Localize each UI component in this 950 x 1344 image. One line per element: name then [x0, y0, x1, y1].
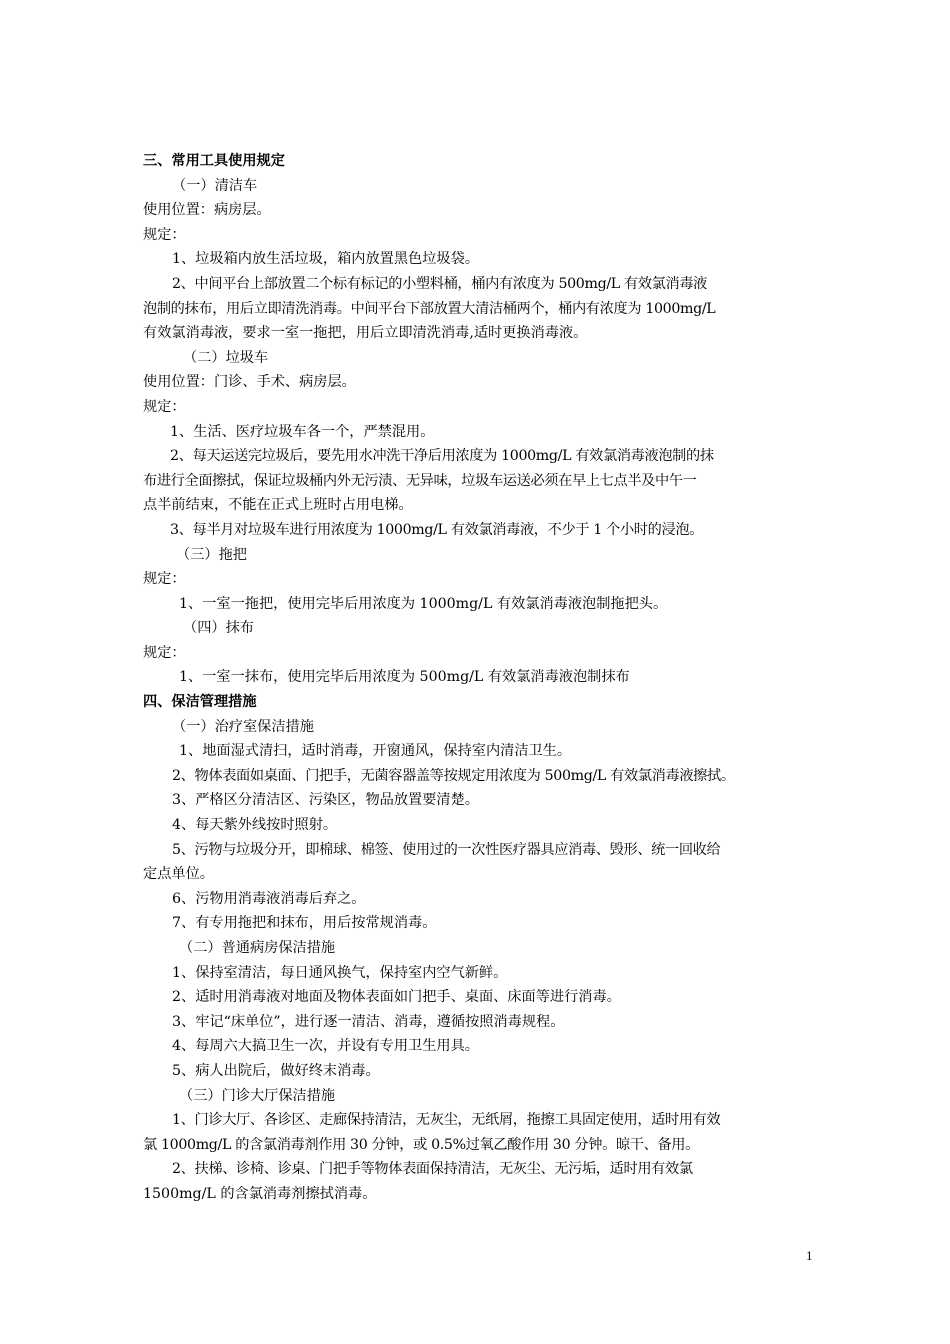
- list-item: 2、中间平台上部放置二个标有标记的小塑料桶，桶内有浓度为 500mg/L 有效氯消毒液: [172, 275, 708, 292]
- subheading-cloth: （四）抹布: [183, 620, 254, 637]
- paragraph-line: 氯 1000mg/L 的含氯消毒剂作用 30 分钟，或 0.5%过氧乙酸作用 30 分钟。晾干、备用。: [143, 1136, 699, 1153]
- subheading-treatment-room: （一）治疗室保洁措施: [172, 718, 314, 735]
- list-item: 1、地面湿式清扫，适时消毒，开窗通风，保持室内清洁卫生。: [179, 743, 572, 760]
- list-item: 4、每周六大搞卫生一次，并设有专用卫生用具。: [172, 1038, 479, 1055]
- list-item: 1、一室一抹布，使用完毕后用浓度为 500mg/L 有效氯消毒液泡制抹布: [179, 669, 630, 686]
- list-item: 1、垃圾箱内放生活垃圾，箱内放置黑色垃圾袋。: [172, 251, 479, 268]
- subheading-outpatient-hall: （三）门诊大厅保洁措施: [179, 1087, 336, 1104]
- subheading-mop: （三）拖把: [176, 546, 247, 563]
- paragraph-line: 有效氯消毒液，要求一室一拖把，用后立即清洗消毒,适时更换消毒液。: [143, 325, 588, 342]
- paragraph-line: 规定：: [143, 226, 186, 243]
- list-item: 5、污物与垃圾分开，即棉球、棉签、使用过的一次性医疗器具应消毒、毁形、统一回收给: [172, 841, 721, 858]
- list-item: 7、有专用拖把和抹布，用后按常规消毒。: [172, 915, 437, 932]
- paragraph-line: 点半前结束，不能在正式上班时占用电梯。: [143, 497, 413, 514]
- document-body: [143, 149, 823, 1207]
- list-item: 5、病人出院后，做好终末消毒。: [172, 1062, 380, 1079]
- section-heading-tools: 三、常用工具使用规定: [143, 153, 285, 169]
- paragraph-line: 规定：: [143, 644, 186, 661]
- paragraph-line: 定点单位。: [143, 866, 214, 883]
- list-item: 2、扶梯、诊椅、诊桌、门把手等物体表面保持清洁，无灰尘、无污垢，适时用有效氯: [172, 1161, 693, 1178]
- list-item: 1、生活、医疗垃圾车各一个，严禁混用。: [170, 423, 435, 440]
- section-heading-cleaning-measures: 四、保洁管理措施: [143, 694, 257, 711]
- list-item: 3、每半月对垃圾车进行用浓度为 1000mg/L 有效氯消毒液，不少于 1 个小时的浸泡。: [170, 521, 704, 538]
- paragraph-line: 1500mg/L 的含氯消毒剂擦拭消毒。: [143, 1185, 377, 1202]
- list-item: 6、污物用消毒液消毒后弃之。: [172, 890, 366, 907]
- subheading-garbage-cart: （二）垃圾车: [183, 349, 269, 366]
- paragraph-line: 规定：: [143, 398, 186, 415]
- subheading-general-ward: （二）普通病房保洁措施: [179, 940, 336, 956]
- list-item: 2、物体表面如桌面、门把手，无菌容器盖等按规定用浓度为 500mg/L 有效氯消毒液擦拭。: [172, 767, 735, 784]
- paragraph-line: 规定：: [143, 571, 186, 588]
- paragraph-line: 使用位置：门诊、手术、病房层。: [143, 374, 356, 391]
- list-item: 2、适时用消毒液对地面及物体表面如门把手、桌面、床面等进行消毒。: [172, 989, 621, 1006]
- list-item: 1、保持室清洁，每日通风换气，保持室内空气新鲜。: [172, 964, 508, 981]
- paragraph-line: 使用位置：病房层。: [143, 202, 271, 219]
- subheading-cleaning-cart: （一）清洁车: [172, 177, 258, 194]
- list-item: 2、每天运送完垃圾后，要先用水冲洗干净后用浓度为 1000mg/L 有效氯消毒液泡制的抹: [170, 448, 714, 465]
- paragraph-line: 泡制的抹布，用后立即清洗消毒。中间平台下部放置大清洁桶两个，桶内有浓度为 1000mg/L: [143, 300, 716, 317]
- list-item: 1、门诊大厅、各诊区、走廊保持清洁，无灰尘，无纸屑，拖擦工具固定使用，适时用有效: [172, 1112, 721, 1129]
- paragraph-line: 布进行全面擦拭，保证垃圾桶内外无污渍、无异味，垃圾车运送必须在早上七点半及中午一: [143, 472, 697, 489]
- list-item: 3、严格区分清洁区、污染区，物品放置要清楚。: [172, 792, 479, 809]
- list-item: 4、每天紫外线按时照射。: [172, 817, 338, 834]
- list-item: 3、牢记“床单位”，进行逐一清洁、消毒，遵循按照消毒规程。: [172, 1013, 565, 1030]
- page-number: 1: [806, 1248, 813, 1263]
- list-item: 1、一室一拖把，使用完毕后用浓度为 1000mg/L 有效氯消毒液泡制拖把头。: [179, 595, 668, 612]
